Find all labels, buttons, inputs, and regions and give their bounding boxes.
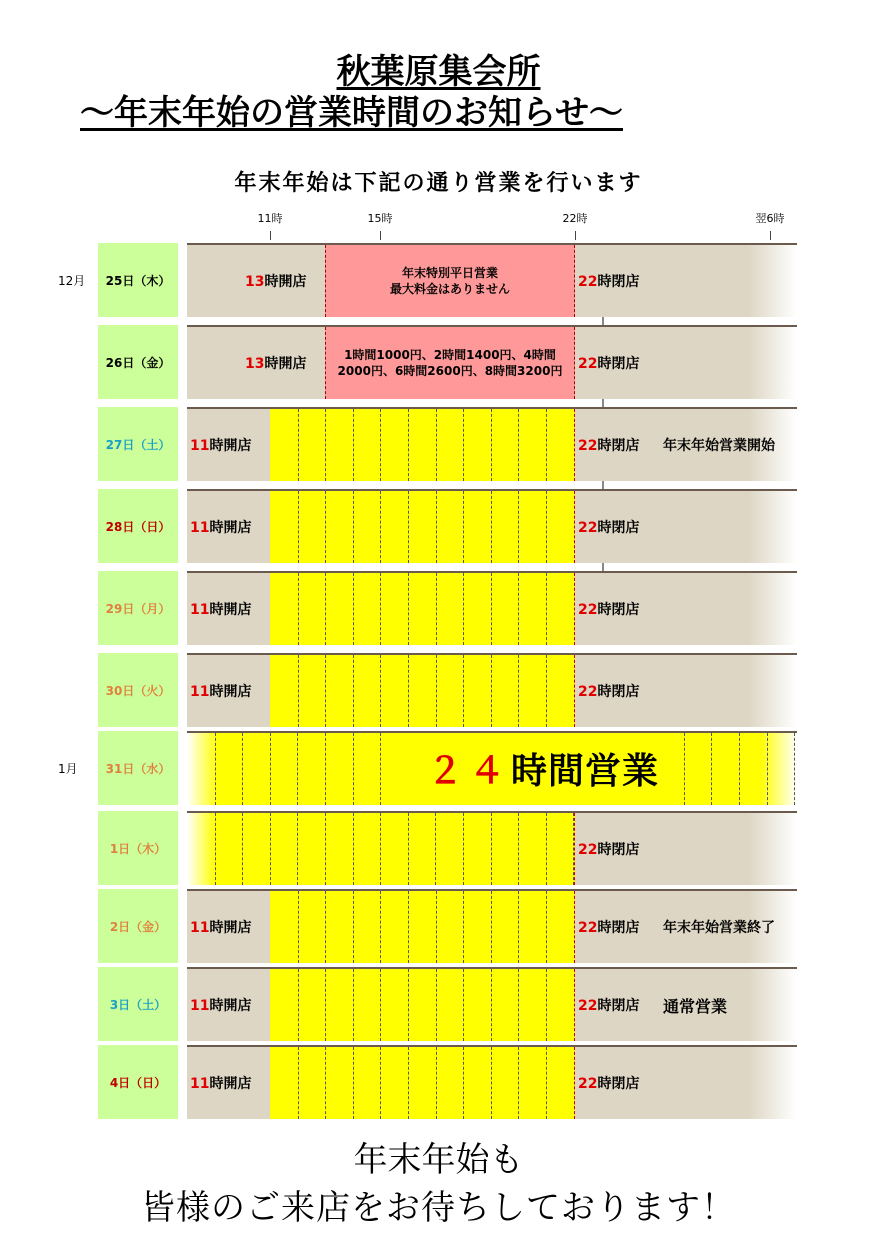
hour-label: 22時 [562,212,588,225]
special-price-box: 年末特別平日営業 最大料金はありません [325,245,575,317]
schedule-row [0,407,877,481]
date-cell: 1日（木） [98,811,178,885]
grid-line [546,891,547,963]
grid-line [491,491,492,563]
grid-line [270,733,271,805]
open-text: 時開店 [209,684,252,700]
open-time-label [245,271,306,291]
grid-line [215,733,216,805]
grid-line [463,491,464,563]
grid-line [242,813,243,885]
grid-line [491,1047,492,1119]
grid-line [546,573,547,645]
grid-line [436,655,437,727]
boundary-line [574,969,575,1041]
close-hour: 22 [578,920,598,936]
grid-line [463,409,464,481]
grid-line [436,891,437,963]
grid-line [242,733,243,805]
open-time-label [190,995,251,1015]
grid-line [767,733,768,805]
open-text: 時開店 [209,602,252,618]
time-bar [187,1045,797,1119]
grid-line [463,891,464,963]
grid-line [270,813,271,885]
grid-line [298,1047,299,1119]
grid-line [491,655,492,727]
open-time-label [190,517,251,537]
grid-line [325,491,326,563]
grid-line [463,813,464,885]
grid-line [380,409,381,481]
grid-line [215,813,216,885]
close-hour: 22 [578,438,598,454]
row-separator [602,563,604,571]
grid-line [408,491,409,563]
open-hours-block [270,573,575,645]
hour-tick [380,231,381,240]
close-time-label [578,1073,639,1093]
close-text: 時閉店 [597,274,640,290]
grid-line [491,969,492,1041]
schedule-row [0,889,877,963]
schedule-row [0,811,877,885]
boundary-line [574,409,575,481]
grid-line [325,573,326,645]
boundary-line [574,655,575,727]
grid-line [297,813,298,885]
open-hours-block [270,655,575,727]
schedule-row [0,325,877,399]
grid-line [353,491,354,563]
schedule-row [0,571,877,645]
time-bar [187,571,797,645]
time-bar [187,489,797,563]
grid-line [325,733,326,805]
date-cell: 27日（土） [98,407,178,481]
grid-line [546,969,547,1041]
open-hours-block [270,891,575,963]
banner-number: ２４ [427,751,512,792]
close-hour: 22 [578,684,598,700]
open-hour: 11 [190,1076,210,1092]
open-time-label [190,435,251,455]
grid-line [325,409,326,481]
grid-line [298,969,299,1041]
grid-line [353,733,354,805]
time-bar [187,811,797,885]
schedule-row [0,653,877,727]
close-text: 時閉店 [597,1076,640,1092]
month-label: 12月 [58,273,86,288]
grid-line [353,655,354,727]
date-cell: 4日（日） [98,1045,178,1119]
hour-label: 15時 [367,212,393,225]
grid-line [380,573,381,645]
grid-line [353,409,354,481]
open-text: 時開店 [209,438,252,454]
grid-line [380,969,381,1041]
special-price-box: 1時間1000円、2時間1400円、4時間2000円、6時間2600円、8時間3200円 [325,327,575,399]
grid-line [518,813,519,885]
open-time-label [190,599,251,619]
open-time-label [190,1073,251,1093]
grid-line [408,655,409,727]
grid-line [298,891,299,963]
open-hours-block [270,409,575,481]
time-bar [187,325,797,399]
grid-line [408,813,409,885]
grid-line [408,969,409,1041]
schedule-row [0,243,877,317]
time-bar [187,967,797,1041]
page-subtitle: ～年末年始の営業時間のお知らせ～ [80,93,623,133]
grid-line [463,655,464,727]
close-hour: 22 [578,602,598,618]
close-hour: 22 [578,520,598,536]
close-text: 時閉店 [597,920,640,936]
grid-line [546,813,547,885]
grid-line [353,891,354,963]
boundary-line [574,813,575,885]
close-time-label [578,271,639,291]
lead-text: 年末年始は下記の通り営業を行います [234,171,643,196]
grid-line [436,969,437,1041]
hour-tick [770,231,771,240]
footer-line-2: 皆様のご来店をお待ちしております！ [141,1188,736,1228]
open-time-label [190,681,251,701]
grid-line [518,573,519,645]
close-hour: 22 [578,1076,598,1092]
schedule-row [0,731,877,805]
schedule-row [0,967,877,1041]
open-time-label [190,917,251,937]
grid-line [298,655,299,727]
date-cell: 29日（月） [98,571,178,645]
grid-line [353,573,354,645]
open-hour: 13 [245,274,265,290]
grid-line [435,813,436,885]
grid-line [297,733,298,805]
grid-line [518,409,519,481]
close-text: 時閉店 [597,520,640,536]
grid-line [794,733,795,805]
grid-line [325,891,326,963]
open-text: 時開店 [264,356,307,372]
date-cell: 28日（日） [98,489,178,563]
close-time-label [578,839,639,859]
boundary-line [574,1047,575,1119]
hour-tick [270,231,271,240]
banner-text: 時間営業 [511,751,660,792]
close-text: 時閉店 [597,842,640,858]
close-time-label [578,995,639,1015]
grid-line [518,655,519,727]
grid-line [380,733,381,805]
close-time-label [578,517,639,537]
open-hours-block [270,969,575,1041]
grid-line [408,1047,409,1119]
hour-label: 翌6時 [755,212,785,225]
grid-line [518,969,519,1041]
grid-line [491,891,492,963]
close-hour: 22 [578,274,598,290]
grid-line [408,573,409,645]
row-separator [602,399,604,407]
row-separator [602,317,604,325]
time-bar [187,731,797,805]
grid-line [325,655,326,727]
grid-line [380,1047,381,1119]
hour-tick [575,231,576,240]
grid-line [298,573,299,645]
date-cell: 3日（土） [98,967,178,1041]
open-hour: 11 [190,920,210,936]
grid-line [463,1047,464,1119]
grid-line [325,969,326,1041]
date-cell: 2日（金） [98,889,178,963]
grid-line [353,969,354,1041]
banner-24h [427,743,659,794]
grid-line [298,409,299,481]
grid-line [380,891,381,963]
open-time-label [245,353,306,373]
grid-line [518,891,519,963]
schedule-row [0,1045,877,1119]
close-time-label [578,681,639,701]
date-cell: 30日（火） [98,653,178,727]
close-time-label [578,435,639,455]
grid-line [463,969,464,1041]
grid-line [546,409,547,481]
grid-line [325,813,326,885]
footer-line-1: 年末年始も [353,1140,524,1180]
grid-line [436,1047,437,1119]
close-text: 時閉店 [597,998,640,1014]
date-cell: 25日（木） [98,243,178,317]
grid-line [353,813,354,885]
grid-line [739,733,740,805]
grid-line [518,1047,519,1119]
open-hour: 11 [190,684,210,700]
grid-line [380,491,381,563]
grid-line [491,813,492,885]
grid-line [380,655,381,727]
grid-line [380,813,381,885]
month-label: 1月 [58,761,78,776]
open-hour: 11 [190,438,210,454]
grid-line [298,491,299,563]
grid-line [463,573,464,645]
close-hour: 22 [578,356,598,372]
grid-line [518,491,519,563]
open-hours-block [270,491,575,563]
schedule-row [0,489,877,563]
boundary-line [574,891,575,963]
open-text: 時開店 [209,520,252,536]
open-text: 時開店 [264,274,307,290]
status-note: 通常営業 [663,997,728,1016]
close-text: 時閉店 [597,438,640,454]
open-text: 時開店 [209,998,252,1014]
grid-line [684,733,685,805]
grid-line [436,491,437,563]
grid-line [436,573,437,645]
date-cell: 31日（水） [98,731,178,805]
open-text: 時開店 [209,920,252,936]
close-time-label [578,353,639,373]
grid-line [491,573,492,645]
grid-line [491,409,492,481]
grid-line [546,491,547,563]
page-title: 秋葉原集会所 [336,52,541,92]
boundary-line [574,573,575,645]
open-hour: 11 [190,602,210,618]
grid-line [436,409,437,481]
status-note: 年末年始営業終了 [663,920,775,936]
row-separator [602,481,604,489]
grid-line [353,1047,354,1119]
time-bar [187,653,797,727]
open-hour: 11 [190,520,210,536]
grid-line [546,655,547,727]
grid-line [408,409,409,481]
close-text: 時閉店 [597,356,640,372]
open-hour: 13 [245,356,265,372]
open-text: 時開店 [209,1076,252,1092]
open-hours-block [187,813,575,885]
grid-line [546,1047,547,1119]
time-bar [187,407,797,481]
open-hours-block [270,1047,575,1119]
close-time-label [578,917,639,937]
boundary-line [574,491,575,563]
grid-line [325,1047,326,1119]
grid-line [711,733,712,805]
close-hour: 22 [578,842,598,858]
open-hour: 11 [190,998,210,1014]
time-bar [187,243,797,317]
close-text: 時閉店 [597,602,640,618]
close-hour: 22 [578,998,598,1014]
grid-line [408,891,409,963]
status-note: 年末年始営業開始 [663,438,775,454]
close-time-label [578,599,639,619]
date-cell: 26日（金） [98,325,178,399]
close-text: 時閉店 [597,684,640,700]
time-bar [187,889,797,963]
hour-label: 11時 [257,212,283,225]
